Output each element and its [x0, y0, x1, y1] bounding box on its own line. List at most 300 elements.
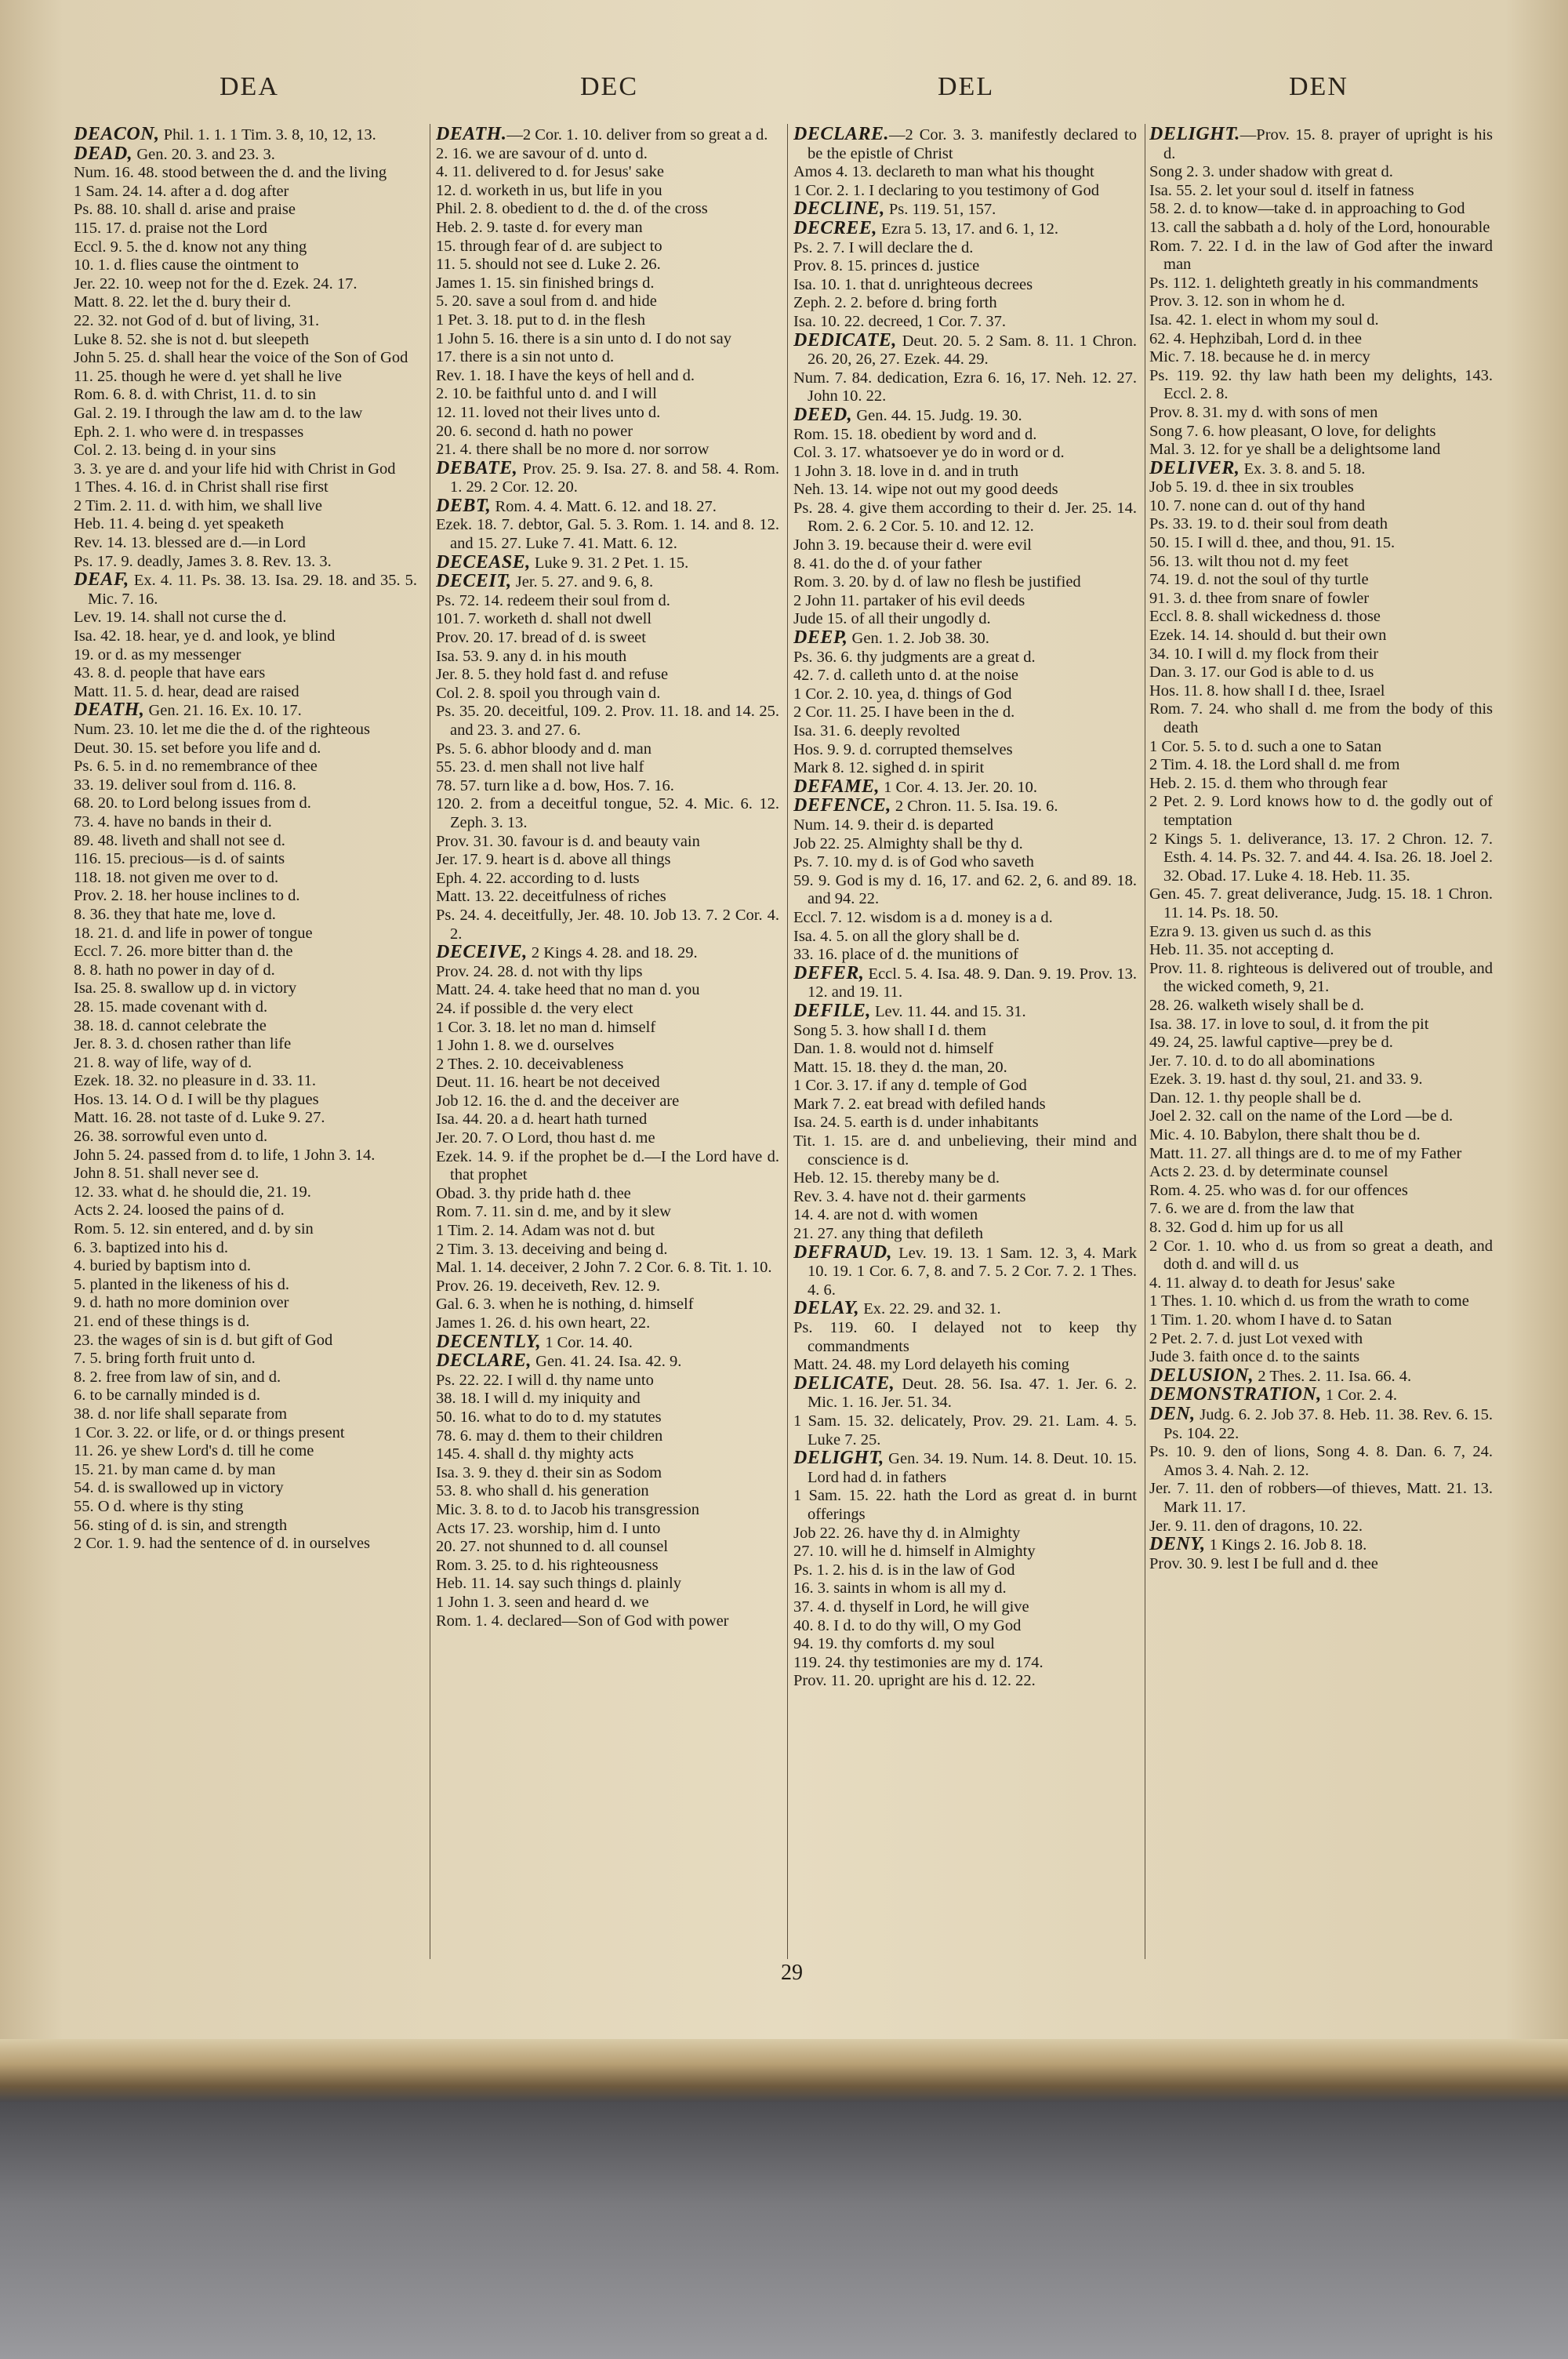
entry-text: Heb. 2. 15. d. them who through fear [1149, 774, 1388, 792]
concordance-entry [793, 648, 1137, 667]
entry-text: Prov. 11. 8. righteous is delivered out of trouble, and the wicked cometh, 9, 21. [1149, 959, 1493, 996]
concordance-entry [1149, 1237, 1493, 1274]
entry-headword: DEBT, [436, 495, 492, 516]
concordance-entry [74, 721, 417, 740]
entry-text: Mal. 1. 14. deceiver, 2 John 7. 2 Cor. 6. 8. Tit. 1. 10. [436, 1259, 772, 1277]
concordance-entry [1149, 922, 1493, 942]
concordance-entry [793, 703, 1137, 722]
entry-text: Lev. 19. 13. 1 Sam. 12. 3, 4. Mark 10. 19. 1 Cor. 6. 7, 8. and 7. 5. 2 Cor. 7. 2. 1 Thes. 4. 6. [808, 1244, 1137, 1299]
entry-text: Prov. 30. 9. lest I be full and d. thee [1149, 1554, 1378, 1572]
concordance-entry [74, 831, 417, 851]
concordance-entry [436, 200, 779, 219]
entry-text: 73. 4. have no bands in their d. [74, 812, 272, 831]
entry-text: Mark 7. 2. eat bread with defiled hands [793, 1095, 1046, 1113]
concordance-entry [74, 609, 417, 627]
entry-text: Ps. 36. 6. thy judgments are a great d. [793, 648, 1036, 666]
concordance-entry [1149, 830, 1493, 886]
entry-headword: DEAF, [74, 569, 129, 591]
entry-text: Obad. 3. thy pride hath d. thee [436, 1184, 631, 1202]
entry-text: 78. 6. may d. them to their children [436, 1427, 663, 1445]
concordance-entry [436, 610, 779, 629]
entry-text: Prov. 31. 30. favour is d. and beauty vain [436, 832, 700, 850]
concordance-entry [436, 1427, 779, 1446]
concordance-entry [1149, 1311, 1493, 1330]
concordance-entry [436, 832, 779, 852]
concordance-entry [1149, 1015, 1493, 1034]
entry-text: 1 Tim. 1. 20. whom I have d. to Satan [1149, 1311, 1392, 1329]
entry-text: Jer. 7. 10. d. to do all abominations [1149, 1052, 1375, 1070]
entry-text: Heb. 12. 15. thereby many be d. [793, 1169, 1000, 1187]
concordance-entry [74, 330, 417, 350]
entry-text: 11. 25. though he were d. yet shall he live [74, 367, 342, 385]
concordance-entry [793, 181, 1137, 201]
concordance-entry [793, 444, 1137, 463]
entry-text: John 3. 19. because their d. were evil [793, 536, 1032, 554]
concordance-entry [74, 794, 417, 813]
entry-text: Rom. 1. 4. declared—Son of God with power [436, 1612, 729, 1630]
entry-text: Matt. 24. 4. take heed that no man d. you [436, 981, 700, 999]
entry-text: Heb. 11. 35. not accepting d. [1149, 941, 1334, 959]
concordance-entry [1149, 1144, 1493, 1164]
entry-text: Ps. 22. 22. I will d. thy name unto [436, 1371, 654, 1389]
entry-text: Mic. 7. 18. because he d. in mercy [1149, 348, 1370, 366]
concordance-entry [436, 181, 779, 201]
entry-headword: DECLARE. [793, 125, 890, 144]
concordance-entry [74, 682, 417, 702]
concordance-entry [436, 1092, 779, 1111]
concordance-entry [74, 1201, 417, 1220]
entry-text: Joel 2. 32. call on the name of the Lord —be d. [1149, 1107, 1454, 1125]
concordance-entry [1149, 1348, 1493, 1367]
concordance-entry [793, 1040, 1137, 1059]
entry-text: Matt. 16. 28. not taste of d. Luke 9. 27. [74, 1109, 325, 1127]
concordance-entry [74, 1220, 417, 1239]
concordance-entry [436, 666, 779, 685]
concordance-entry [74, 496, 417, 516]
concordance-entry [74, 1535, 417, 1554]
concordance-entry [1149, 589, 1493, 609]
concordance-entry [436, 163, 779, 182]
column-2 [436, 125, 779, 1961]
concordance-entry [1149, 627, 1493, 645]
entry-text: Dan. 1. 8. would not d. himself [793, 1040, 994, 1058]
concordance-entry [436, 1129, 779, 1148]
entry-text: Rev. 3. 4. have not d. their garments [793, 1187, 1026, 1205]
concordance-entry [436, 1147, 779, 1185]
concordance-entry [1149, 885, 1493, 922]
entry-text: 54. d. is swallowed up in victory [74, 1479, 284, 1497]
entry-text: Ps. 10. 9. den of lions, Song 4. 8. Dan. 6. 7, 24. Amos 3. 4. Nah. 2. 12. [1149, 1443, 1493, 1479]
entry-text: Job 5. 19. d. thee in six troubles [1149, 478, 1354, 496]
entry-text: Ezek. 3. 19. hast d. thy soul, 21. and 33. 9. [1149, 1070, 1423, 1089]
entry-text: Rom. 4. 25. who was d. for our offences [1149, 1181, 1408, 1199]
entry-text: 4. 11. alway d. to death for Jesus' sake [1149, 1274, 1396, 1292]
concordance-entry [793, 1579, 1137, 1598]
entry-text: Gen. 21. 16. Ex. 10. 17. [144, 702, 302, 720]
concordance-entry [1149, 348, 1493, 367]
entry-text: Ps. 72. 14. redeem their soul from d. [436, 591, 670, 609]
concordance-entry [793, 1000, 1137, 1022]
entry-text: Ps. 88. 10. shall d. arise and praise [74, 201, 296, 219]
entry-text: Ezek. 18. 7. debtor, Gal. 5. 3. Rom. 1. 14. and 8. 12. and 15. 27. Luke 7. 41. Matt. 6. 12. [436, 516, 779, 553]
concordance-entry [74, 478, 417, 497]
entry-text: 21. 8. way of life, way of d. [74, 1053, 252, 1071]
entry-text: Song 5. 3. how shall I d. them [793, 1021, 986, 1039]
concordance-entry [436, 1463, 779, 1483]
concordance-entry [793, 499, 1137, 536]
entry-text: Prov. 25. 9. Isa. 27. 8. and 58. 4. Rom. 1. 29. 2 Cor. 12. 20. [450, 460, 779, 496]
concordance-entry [793, 573, 1137, 592]
concordance-entry [793, 125, 1137, 163]
entry-text: Ex. 3. 8. and 5. 18. [1240, 460, 1366, 478]
entry-text: —Prov. 15. 8. prayer of upright is his d. [1163, 126, 1493, 162]
concordance-entry [1149, 552, 1493, 572]
entry-text: Matt. 15. 18. they d. the man, 20. [793, 1058, 1007, 1076]
concordance-entry [793, 329, 1137, 369]
entry-text: Rom. 7. 22. I d. in the law of God after the inward man [1149, 237, 1493, 274]
entry-headword: DECEIVE, [436, 942, 528, 963]
concordance-entry [793, 163, 1137, 182]
entry-text: Isa. 38. 17. in love to soul, d. it from the pit [1149, 1015, 1429, 1033]
entry-text: 42. 7. d. calleth unto d. at the noise [793, 667, 1018, 685]
concordance-entry [74, 1423, 417, 1443]
entry-text: Acts 2. 23. d. by determinate counsel [1149, 1163, 1388, 1181]
entry-text: 6. 3. baptized into his d. [74, 1238, 229, 1256]
concordance-entry [1149, 311, 1493, 330]
entry-text: 1 Pet. 3. 18. put to d. in the flesh [436, 311, 646, 329]
entry-text: Jer. 5. 27. and 9. 6, 8. [511, 573, 654, 591]
concordance-entry [793, 1058, 1137, 1078]
entry-text: 18. 21. d. and life in power of tongue [74, 924, 313, 942]
entry-text: Jer. 8. 5. they hold fast d. and refuse [436, 666, 669, 684]
concordance-entry [436, 1277, 779, 1296]
entry-text: 119. 24. thy testimonies are my d. 174. [793, 1653, 1044, 1671]
entry-text: 40. 8. I d. to do thy will, O my God [793, 1616, 1022, 1634]
entry-text: 91. 3. d. thee from snare of fowler [1149, 589, 1370, 607]
entry-text: 4. 11. delivered to d. for Jesus' sake [436, 163, 665, 181]
concordance-entry [74, 367, 417, 387]
background-surface [0, 2102, 1568, 2359]
concordance-entry [74, 569, 417, 609]
entry-headword: DECEIT, [436, 571, 512, 592]
entry-text: Heb. 2. 9. taste d. for every man [436, 218, 643, 236]
entry-text: Gen. 34. 19. Num. 14. 8. Deut. 10. 15. Lord had d. in fathers [808, 1450, 1137, 1486]
concordance-entry [793, 462, 1137, 482]
concordance-entry [1149, 403, 1493, 423]
entry-text: Gal. 2. 19. I through the law am d. to the law [74, 404, 363, 422]
entry-text: Amos 4. 13. declareth to man what his thought [793, 163, 1094, 181]
concordance-entry [1149, 293, 1493, 311]
entry-text: Matt. 11. 27. all things are d. to me of my Father [1149, 1144, 1462, 1162]
entry-text: 1 Cor. 2. 1. I declaring to you testimony of God [793, 181, 1100, 199]
entry-text: 55. 23. d. men shall not live half [436, 758, 644, 776]
entry-text: Ex. 22. 29. and 32. 1. [859, 1300, 1001, 1318]
concordance-entry [793, 1672, 1137, 1691]
concordance-entry [436, 1538, 779, 1557]
concordance-entry [1149, 793, 1493, 830]
concordance-entry [793, 871, 1137, 909]
entry-headword: DELIVER, [1149, 457, 1240, 478]
entry-text: 38. 18. I will d. my iniquity and [436, 1390, 641, 1408]
concordance-entry [793, 1319, 1137, 1356]
entry-text: 1 Sam. 15. 32. delicately, Prov. 29. 21. Lam. 4. 5. Luke 7. 25. [793, 1412, 1137, 1448]
concordance-entry [1149, 1329, 1493, 1349]
concordance-entry [793, 404, 1137, 426]
entry-text: Rom. 7. 11. sin d. me, and by it slew [436, 1203, 671, 1221]
entry-text: Prov. 26. 19. deceiveth, Rev. 12. 9. [436, 1277, 660, 1295]
concordance-entry [74, 1035, 417, 1054]
entry-text: 34. 10. I will d. my flock from their [1149, 645, 1379, 663]
entry-text: Prov. 20. 17. bread of d. is sweet [436, 629, 646, 647]
entry-headword: DECEASE, [436, 551, 531, 572]
entry-text: 1 Kings 2. 16. Job 8. 18. [1205, 1536, 1367, 1554]
entry-text: Isa. 4. 5. on all the glory shall be d. [793, 927, 1020, 945]
entry-text: 15. through fear of d. are subject to [436, 237, 662, 255]
entry-text: Ps. 33. 19. to d. their soul from death [1149, 515, 1388, 533]
entry-text: Isa. 42. 1. elect in whom my soul d. [1149, 311, 1379, 329]
concordance-entry [74, 1109, 417, 1128]
concordance-entry [436, 237, 779, 256]
column-4 [1149, 125, 1493, 1961]
entry-text: 17. there is a sin not unto d. [436, 348, 615, 366]
concordance-entry [436, 274, 779, 293]
concordance-entry [74, 1460, 417, 1480]
entry-text: Jer. 17. 9. heart is d. above all things [436, 851, 671, 869]
concordance-entry [74, 812, 417, 832]
entry-text: 2 Tim. 2. 11. d. with him, we shall live [74, 496, 323, 514]
entry-text: 2 Kings 5. 1. deliverance, 13. 17. 2 Chron. 12. 7. Esth. 4. 14. Ps. 32. 7. and 44. 4. Isa. 26. 18. Joel 2. 32. Obad. 17. Luke 4. 18. Heb. 11. 35. [1149, 830, 1493, 885]
concordance-entry [74, 664, 417, 683]
concordance-entry [436, 981, 779, 1000]
entry-text: Rev. 1. 18. I have the keys of hell and d. [436, 366, 695, 384]
column-divider [787, 124, 788, 1959]
concordance-entry [1149, 1274, 1493, 1293]
concordance-entry [74, 1128, 417, 1147]
entry-text: 58. 2. d. to know—take d. in approaching to God [1149, 200, 1465, 218]
entry-text: 7. 5. bring forth fruit unto d. [74, 1350, 256, 1368]
concordance-entry [1149, 125, 1493, 163]
entry-text: Dan. 3. 17. our God is able to d. us [1149, 663, 1374, 682]
entry-text: 23. the wages of sin is d. but gift of God [74, 1331, 333, 1349]
entry-text: Prov. 8. 15. princes d. justice [793, 257, 980, 275]
entry-text: 1 Cor. 3. 17. if any d. temple of God [793, 1077, 1027, 1095]
concordance-entry [1149, 1126, 1493, 1145]
running-head-2: DEC [580, 72, 638, 101]
concordance-entry [74, 700, 417, 721]
concordance-entry [436, 1371, 779, 1390]
entry-text: Matt. 11. 5. d. hear, dead are raised [74, 682, 299, 700]
concordance-entry [1149, 996, 1493, 1016]
entry-text: Phil. 2. 8. obedient to d. the d. of the cross [436, 200, 708, 218]
concordance-entry [1149, 1384, 1493, 1405]
concordance-entry [74, 1479, 417, 1498]
entry-text: Isa. 44. 20. a d. heart hath turned [436, 1110, 648, 1129]
entry-text: Isa. 3. 9. they d. their sin as Sodom [436, 1463, 662, 1481]
concordance-entry [74, 460, 417, 479]
entry-text: Ps. 112. 1. delighteth greatly in his commandments [1149, 274, 1479, 292]
entry-headword: DECLARE, [436, 1350, 532, 1372]
concordance-entry [436, 516, 779, 553]
concordance-entry [793, 776, 1137, 798]
entry-text: 7. 6. we are d. from the law that [1149, 1200, 1355, 1218]
entry-text: John 8. 51. shall never see d. [74, 1165, 260, 1183]
concordance-entry [793, 294, 1137, 313]
entry-text: Song 7. 6. how pleasant, O love, for delights [1149, 422, 1436, 440]
entry-text: John 5. 25. d. shall hear the voice of the Son of God [74, 349, 408, 367]
concordance-entry [436, 1556, 779, 1576]
entry-text: 2. 10. be faithful unto d. and I will [436, 385, 657, 403]
entry-text: Jer. 22. 10. weep not for the d. Ezek. 24. 17. [74, 274, 358, 293]
entry-text: Num. 23. 10. let me die the d. of the righteous [74, 721, 371, 738]
concordance-entry [436, 1445, 779, 1464]
concordance-entry [74, 776, 417, 795]
concordance-entry [793, 853, 1137, 872]
entry-text: 1 Tim. 2. 14. Adam was not d. but [436, 1222, 655, 1240]
entry-text: Isa. 10. 1. that d. unrighteous decrees [793, 275, 1033, 293]
concordance-entry [74, 758, 417, 776]
entry-text: Hos. 9. 9. d. corrupted themselves [793, 740, 1013, 758]
concordance-entry [1149, 1219, 1493, 1238]
entry-text: James 1. 15. sin finished brings d. [436, 274, 655, 292]
entry-text: Isa. 24. 5. earth is d. under inhabitants [793, 1114, 1039, 1132]
concordance-entry [793, 1543, 1137, 1561]
concordance-entry [793, 312, 1137, 332]
running-head-1: DEA [220, 72, 279, 101]
concordance-entry [436, 293, 779, 311]
concordance-entry [436, 495, 779, 517]
entry-text: Num. 14. 9. their d. is departed [793, 816, 994, 834]
concordance-entry [436, 144, 779, 164]
entry-text: 55. O d. where is thy sting [74, 1497, 244, 1515]
concordance-entry [436, 647, 779, 667]
concordance-entry [793, 1635, 1137, 1654]
concordance-entry [1149, 756, 1493, 775]
entry-text: 13. call the sabbath a d. holy of the Lord, honourable [1149, 218, 1490, 236]
entry-text: 16. 3. saints in whom is all my d. [793, 1579, 1007, 1598]
entry-text: Isa. 10. 22. decreed, 1 Cor. 7. 37. [793, 312, 1006, 330]
concordance-entry [1149, 645, 1493, 664]
concordance-entry [793, 198, 1137, 220]
concordance-entry [436, 422, 779, 442]
entry-text: 2 Cor. 11. 25. I have been in the d. [793, 703, 1015, 722]
concordance-entry [74, 1294, 417, 1313]
entry-text: Mal. 3. 12. for ye shall be a delightsome land [1149, 441, 1441, 459]
entry-text: 33. 19. deliver soul from d. 116. 8. [74, 776, 296, 794]
concordance-entry [74, 125, 417, 145]
concordance-entry [1149, 1089, 1493, 1108]
concordance-entry [74, 1313, 417, 1332]
entry-text: 5. 20. save a soul from d. and hide [436, 293, 657, 311]
entry-text: Prov. 2. 18. her house inclines to d. [74, 887, 300, 905]
concordance-entry [1149, 422, 1493, 442]
entry-text: Tit. 1. 15. are d. and unbelieving, their mind and conscience is d. [793, 1132, 1137, 1169]
entry-text: Acts 17. 23. worship, him d. I unto [436, 1519, 661, 1537]
concordance-entry [436, 1331, 779, 1353]
entry-text: Deut. 28. 56. Isa. 47. 1. Jer. 6. 2. Mic. 1. 16. Jer. 51. 34. [808, 1375, 1137, 1412]
concordance-entry [1149, 608, 1493, 627]
concordance-entry [74, 905, 417, 925]
entry-text: 26. 38. sorrowful even unto d. [74, 1128, 268, 1146]
concordance-entry [74, 349, 417, 368]
concordance-entry [793, 591, 1137, 611]
concordance-entry [74, 1368, 417, 1387]
entry-text: 22. 32. not God of d. but of living, 31. [74, 311, 320, 329]
entry-text: Rom. 7. 24. who shall d. me from the body of this death [1149, 700, 1493, 736]
entry-headword: DEDICATE, [793, 329, 897, 351]
concordance-entry [1149, 1534, 1493, 1555]
entry-text: Gen. 1. 2. Job 38. 30. [848, 630, 989, 648]
running-head-4: DEN [1289, 72, 1348, 101]
concordance-entry [436, 1037, 779, 1056]
concordance-entry [436, 703, 779, 740]
entry-text: Ezek. 14. 9. if the prophet be d.—I the Lord have d. that prophet [436, 1147, 779, 1184]
entry-text: 101. 7. worketh d. shall not dwell [436, 610, 652, 628]
concordance-entry [436, 348, 779, 367]
concordance-entry [793, 1114, 1137, 1132]
entry-text: Ps. 2. 7. I will declare the d. [793, 238, 974, 256]
entry-text: Mic. 4. 10. Babylon, there shalt thou be d. [1149, 1126, 1421, 1144]
concordance-entry [436, 1259, 779, 1278]
concordance-entry [74, 1238, 417, 1258]
entry-text: 116. 15. precious—is d. of saints [74, 850, 285, 868]
concordance-entry [436, 329, 779, 349]
entry-text: Matt. 8. 22. let the d. bury their d. [74, 293, 292, 311]
concordance-entry [793, 1448, 1137, 1487]
concordance-entry [74, 943, 417, 961]
concordance-entry [1149, 774, 1493, 794]
entry-text: 1 Cor. 4. 13. Jer. 20. 10. [880, 778, 1038, 796]
entry-text: 2. 16. we are savour of d. unto d. [436, 144, 648, 162]
entry-text: Judg. 6. 2. Job 37. 8. Heb. 11. 38. Rev. 6. 15. Ps. 104. 22. [1163, 1405, 1493, 1442]
concordance-entry [793, 1598, 1137, 1617]
concordance-entry [1149, 1052, 1493, 1071]
concordance-entry [436, 795, 779, 832]
concordance-entry [793, 610, 1137, 629]
entry-text: Isa. 42. 18. hear, ye d. and look, ye blind [74, 627, 336, 645]
entry-text: Ps. 7. 10. my d. is of God who saveth [793, 853, 1034, 871]
entry-text: 20. 6. second d. hath no power [436, 422, 633, 440]
concordance-entry [1149, 163, 1493, 182]
entry-text: 1 Cor. 3. 22. or life, or d. or things present [74, 1423, 345, 1441]
entry-text: Prov. 8. 31. my d. with sons of men [1149, 403, 1378, 421]
entry-text: Ps. 119. 51, 157. [884, 201, 996, 219]
entry-text: Gal. 6. 3. when he is nothing, d. himself [436, 1296, 694, 1314]
entry-text: Eph. 2. 1. who were d. in trespasses [74, 423, 304, 441]
concordance-entry [436, 684, 779, 703]
entry-headword: DEACON, [74, 125, 160, 144]
entry-text: 11. 5. should not see d. Luke 2. 26. [436, 256, 661, 274]
concordance-entry [793, 946, 1137, 965]
entry-text: 11. 26. ye shew Lord's d. till he come [74, 1442, 314, 1460]
concordance-entry [74, 1275, 417, 1295]
entry-text: Eccl. 8. 8. shall wickedness d. those [1149, 608, 1381, 626]
entry-text: 49. 24, 25. lawful captive—prey be d. [1149, 1034, 1393, 1052]
entry-text: 2 Tim. 4. 18. the Lord shall d. me from [1149, 756, 1400, 774]
entry-text: Rom. 5. 12. sin entered, and d. by sin [74, 1220, 314, 1238]
concordance-entry [436, 888, 779, 907]
entry-text: 1 Cor. 2. 4. [1321, 1387, 1397, 1405]
entry-text: 56. sting of d. is sin, and strength [74, 1516, 288, 1534]
concordance-entry [793, 1169, 1137, 1188]
entry-text: Ezra 9. 13. given us such d. as this [1149, 922, 1371, 940]
concordance-entry [74, 311, 417, 331]
entry-text: Ps. 35. 20. deceitful, 109. 2. Prov. 11. 18. and 14. 25. and 23. 3. and 27. 6. [436, 703, 779, 739]
entry-text: Isa. 53. 9. any d. in his mouth [436, 647, 627, 665]
entry-headword: DEFILE, [793, 1000, 871, 1021]
entry-text: Neh. 13. 14. wipe not out my good deeds [793, 481, 1058, 499]
concordance-entry [1149, 663, 1493, 682]
concordance-entry [436, 776, 779, 796]
